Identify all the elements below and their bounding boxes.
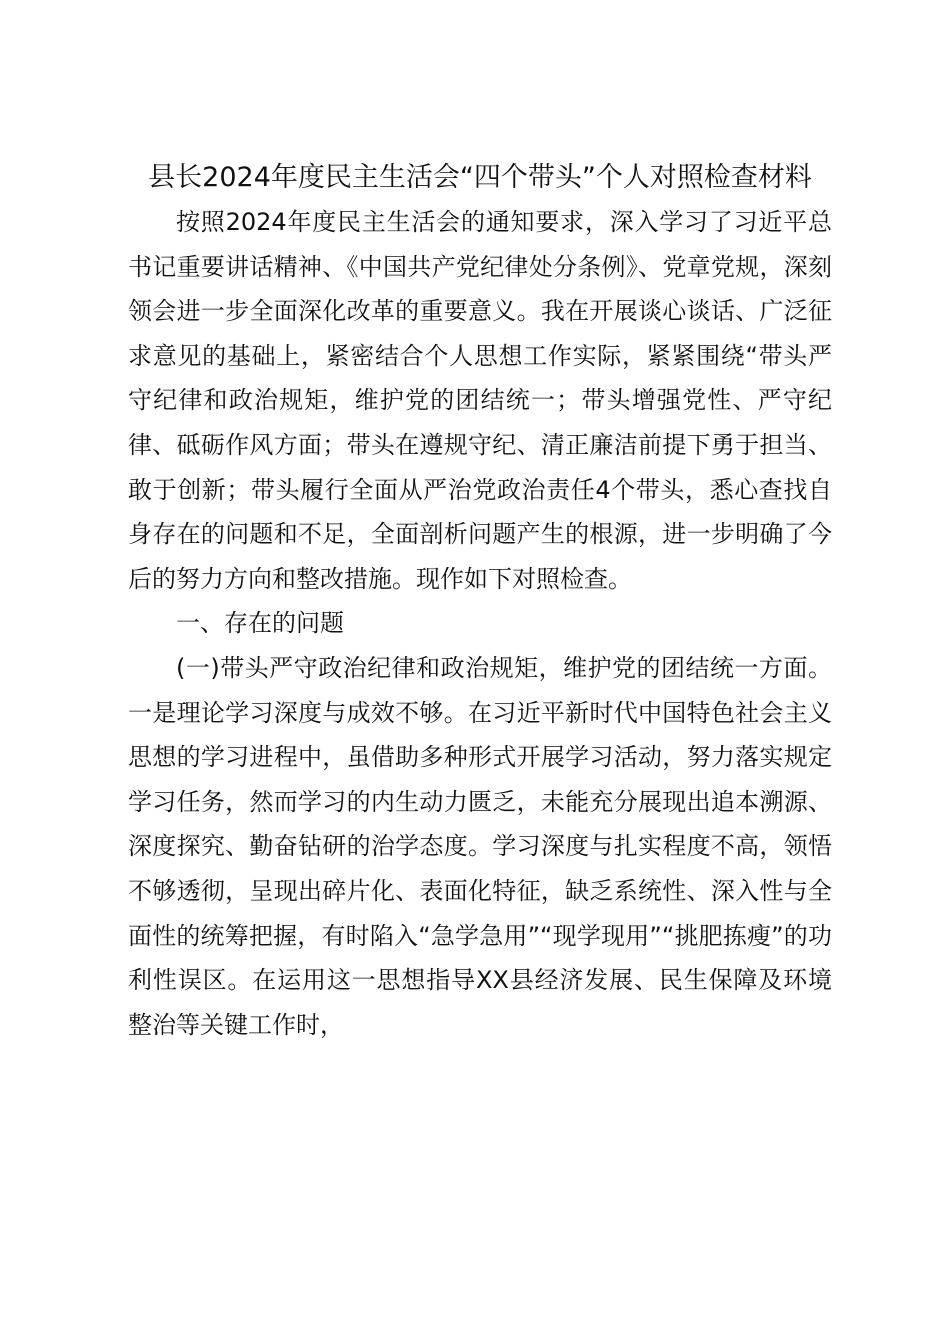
document-page xyxy=(128,150,832,1047)
document-title: 县长2024年度民主生活会“四个带头”个人对照检查材料 xyxy=(148,162,812,193)
section-body-paragraph: (一)带头严守政治纪律和政治规矩，维护党的团结统一方面。一是理论学习深度与成效不够。在习近平新时代中国特色社会主义思想的学习进程中，虽借助多种形式开展学习活动，努力落实规定学习任务，然而学习的内生动力匮乏，未能充分展现出追本溯源、深度探究、勤奋钻研的治学态度。学习深度与扎实程度不高，领悟不够透彻，呈现出碎片化、表面化特征，缺乏系统性、深入性与全面性的统筹把握，有时陷入“急学急用”“现学现用”“挑肥拣瘦”的功利性误区。在运用这一思想指导XX县经济发展、民生保障及环境整治等关键工作时， xyxy=(128,653,832,1039)
intro-paragraph: 按照2024年度民主生活会的通知要求，深入学习了习近平总书记重要讲话精神、《中国共产党纪律处分条例》、党章党规，深刻领会进一步全面深化改革的重要意义。我在开展谈心谈话、广泛征求意见的基础上，紧密结合个人思想工作实际，紧紧围绕“带头严守纪律和政治规矩，维护党的团结统一；带头增强党性、严守纪律、砥砺作风方面；带头在遵规守纪、清正廉洁前提下勇于担当、敢于创新；带头履行全面从严治党政治责任4个带头，悉心查找自身存在的问题和不足，全面剖析问题产生的根源，进一步明确了今后的努力方向和整改措施。现作如下对照检查。 xyxy=(128,208,832,593)
section-heading: 一、存在的问题 xyxy=(176,609,344,638)
